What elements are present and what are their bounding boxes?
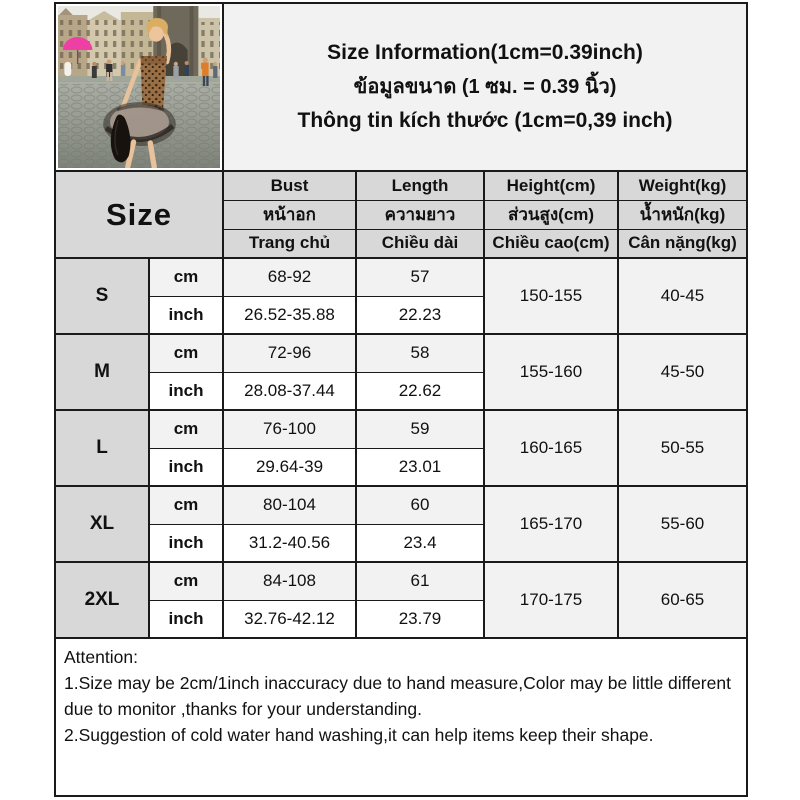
length-inch-value: 22.62 xyxy=(356,372,484,410)
top-row xyxy=(55,3,747,171)
unit-label-inch: inch xyxy=(149,296,223,334)
size-label-m: M xyxy=(55,334,149,410)
table-row xyxy=(55,334,747,372)
length-cm-value: 61 xyxy=(356,562,484,600)
col-header-length-en: Length xyxy=(356,171,484,200)
attention-heading: Attention: xyxy=(64,647,138,667)
height-value: 150-155 xyxy=(484,258,618,334)
unit-label-cm: cm xyxy=(149,486,223,524)
bust-cm-value: 84-108 xyxy=(223,562,356,600)
size-label-s: S xyxy=(55,258,149,334)
title-thai: ข้อมูลขนาด (1 ซม. = 0.39 นิ้ว) xyxy=(353,76,617,98)
table-row xyxy=(55,486,747,524)
title-vietnamese: Thông tin kích thước (1cm=0,39 inch) xyxy=(297,109,673,132)
unit-label-cm: cm xyxy=(149,334,223,372)
unit-label-cm: cm xyxy=(149,562,223,600)
bust-inch-value: 28.08-37.44 xyxy=(223,372,356,410)
table-row xyxy=(55,410,747,448)
product-photo-cell xyxy=(55,3,223,171)
bust-inch-value: 31.2-40.56 xyxy=(223,524,356,562)
size-corner-header: Size xyxy=(55,171,223,258)
bust-cm-value: 76-100 xyxy=(223,410,356,448)
attention-line-1: 1.Size may be 2cm/1inch inaccuracy due to hand measure,Color may be little different due to monitor ,thanks for your understanding. xyxy=(64,673,731,719)
unit-label-cm: cm xyxy=(149,258,223,296)
unit-label-inch: inch xyxy=(149,600,223,638)
col-header-height-vi: Chiều cao(cm) xyxy=(484,229,618,258)
length-cm-value: 58 xyxy=(356,334,484,372)
length-cm-value: 57 xyxy=(356,258,484,296)
size-chart-sheet xyxy=(54,2,746,797)
height-value: 160-165 xyxy=(484,410,618,486)
length-cm-value: 60 xyxy=(356,486,484,524)
unit-label-inch: inch xyxy=(149,524,223,562)
length-cm-value: 59 xyxy=(356,410,484,448)
table-row xyxy=(55,258,747,296)
weight-value: 40-45 xyxy=(618,258,747,334)
unit-label-cm: cm xyxy=(149,410,223,448)
size-label-2xl: 2XL xyxy=(55,562,149,638)
size-label-xl: XL xyxy=(55,486,149,562)
bust-cm-value: 72-96 xyxy=(223,334,356,372)
weight-value: 45-50 xyxy=(618,334,747,410)
bust-cm-value: 80-104 xyxy=(223,486,356,524)
height-value: 165-170 xyxy=(484,486,618,562)
col-header-bust-en: Bust xyxy=(223,171,356,200)
length-inch-value: 23.4 xyxy=(356,524,484,562)
bust-inch-value: 26.52-35.88 xyxy=(223,296,356,334)
col-header-weight-en: Weight(kg) xyxy=(618,171,747,200)
bust-cm-value: 68-92 xyxy=(223,258,356,296)
unit-label-inch: inch xyxy=(149,372,223,410)
col-header-bust-vi: Trang chủ xyxy=(223,229,356,258)
col-header-height-en: Height(cm) xyxy=(484,171,618,200)
col-header-height-th: ส่วนสูง(cm) xyxy=(484,200,618,229)
unit-label-inch: inch xyxy=(149,448,223,486)
size-information-title-block xyxy=(223,3,747,171)
table-row xyxy=(55,562,747,600)
length-inch-value: 23.01 xyxy=(356,448,484,486)
size-label-l: L xyxy=(55,410,149,486)
col-header-length-vi: Chiều dài xyxy=(356,229,484,258)
bust-inch-value: 29.64-39 xyxy=(223,448,356,486)
weight-value: 60-65 xyxy=(618,562,747,638)
header-row-en xyxy=(55,171,747,200)
height-value: 170-175 xyxy=(484,562,618,638)
size-chart-table xyxy=(54,2,748,797)
bust-inch-value: 32.76-42.12 xyxy=(223,600,356,638)
attention-note xyxy=(55,638,747,796)
length-inch-value: 23.79 xyxy=(356,600,484,638)
weight-value: 50-55 xyxy=(618,410,747,486)
title-english: Size Information(1cm=0.39inch) xyxy=(327,41,643,64)
product-photo-image xyxy=(58,6,220,168)
height-value: 155-160 xyxy=(484,334,618,410)
col-header-weight-th: น้ำหนัก(kg) xyxy=(618,200,747,229)
length-inch-value: 22.23 xyxy=(356,296,484,334)
attention-row xyxy=(55,638,747,796)
col-header-weight-vi: Cân nặng(kg) xyxy=(618,229,747,258)
attention-line-2: 2.Suggestion of cold water hand washing,it can help items keep their shape. xyxy=(64,725,654,745)
col-header-bust-th: หน้าอก xyxy=(223,200,356,229)
weight-value: 55-60 xyxy=(618,486,747,562)
col-header-length-th: ความยาว xyxy=(356,200,484,229)
